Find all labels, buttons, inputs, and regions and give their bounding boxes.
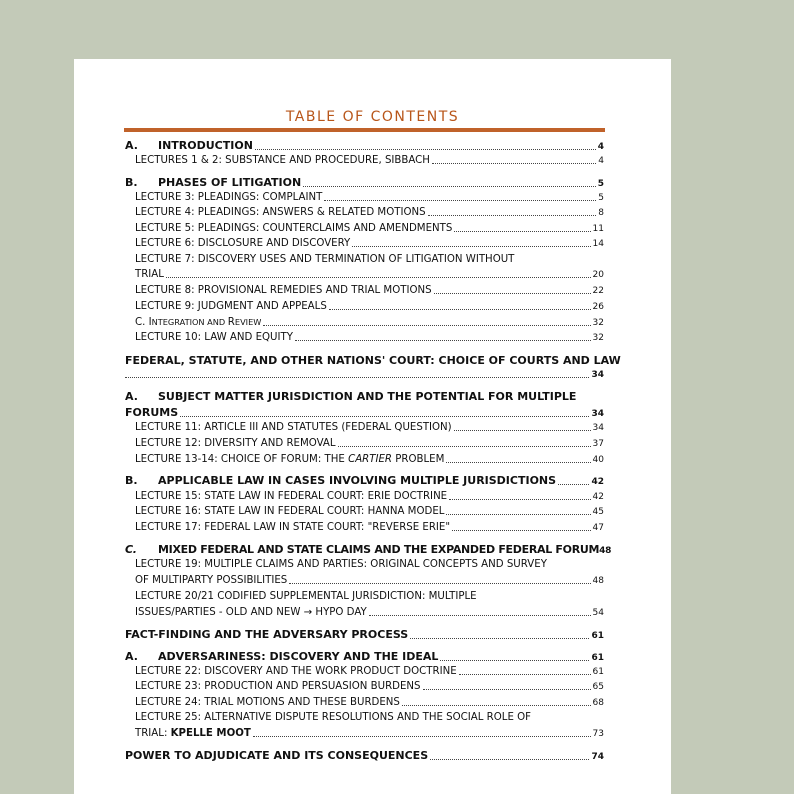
toc-entry-lecture-7-cont[interactable]: TRIAL 20	[135, 269, 604, 280]
toc-part-federal-statute[interactable]: FEDERAL, STATUTE, AND OTHER NATIONS' COURT: CHOICE OF COURTS AND LAW	[125, 354, 621, 367]
toc-entry-lecture-19-cont[interactable]: OF MULTIPARTY POSSIBILITIES 48	[135, 575, 604, 586]
page-number: 47	[592, 523, 604, 533]
page-number: 34	[591, 370, 604, 380]
table-of-contents	[74, 59, 671, 794]
page-number: 32	[592, 318, 604, 328]
page-number: 61	[592, 667, 604, 677]
toc-entry-mixed-federal[interactable]: C. MIXED FEDERAL AND STATE CLAIMS AND THE EXPANDED FEDERAL FORUM 48	[125, 543, 612, 556]
toc-entry-subject-matter-cont[interactable]: FORUMS 34	[125, 406, 604, 419]
toc-part-fact-finding[interactable]: FACT-FINDING AND THE ADVERSARY PROCESS 61	[125, 628, 604, 641]
toc-entry-lecture-24[interactable]: LECTURE 24: TRIAL MOTIONS AND THESE BURDENS 68	[135, 697, 604, 708]
page-number: 14	[592, 239, 604, 249]
page-number: 20	[592, 270, 604, 280]
toc-part-federal-statute-cont[interactable]	[125, 370, 604, 380]
toc-entry-lecture-11[interactable]: LECTURE 11: ARTICLE III AND STATUTES (FEDERAL QUESTION) 34	[135, 422, 604, 433]
toc-part-power-to-adjudicate[interactable]: POWER TO ADJUDICATE AND ITS CONSEQUENCES 74	[125, 749, 604, 762]
toc-entry-lecture-9[interactable]: LECTURE 9: JUDGMENT AND APPEALS 26	[135, 301, 604, 312]
page-number: 8	[598, 208, 604, 218]
toc-entry-lecture-5[interactable]: LECTURE 5: PLEADINGS: COUNTERCLAIMS AND AMENDMENTS 11	[135, 223, 604, 234]
toc-title: TABLE OF CONTENTS	[285, 109, 460, 125]
page-number: 61	[591, 653, 604, 663]
page-number: 74	[591, 752, 604, 762]
page-number: 54	[592, 608, 604, 618]
toc-entry-lecture-12[interactable]: LECTURE 12: DIVERSITY AND REMOVAL 37	[135, 438, 604, 449]
page-number: 42	[591, 477, 604, 487]
page-number: 32	[592, 333, 604, 343]
toc-entry-lecture-22[interactable]: LECTURE 22: DISCOVERY AND THE WORK PRODUCT DOCTRINE 61	[135, 666, 604, 677]
page-number: 4	[597, 142, 604, 152]
toc-entry-lecture-20-21[interactable]: LECTURE 20/21 CODIFIED SUPPLEMENTAL JURISDICTION: MULTIPLE	[135, 591, 477, 602]
toc-entry-applicable-law[interactable]: B. APPLICABLE LAW IN CASES INVOLVING MULTIPLE JURISDICTIONS 42	[125, 474, 604, 487]
toc-entry-lecture-16[interactable]: LECTURE 16: STATE LAW IN FEDERAL COURT: HANNA MODEL 45	[135, 506, 604, 517]
page-number: 4	[598, 156, 604, 166]
page-number: 34	[591, 409, 604, 419]
toc-entry-lecture-4[interactable]: LECTURE 4: PLEADINGS: ANSWERS & RELATED MOTIONS 8	[135, 207, 604, 218]
page-number: 26	[592, 302, 604, 312]
toc-entry-lecture-7[interactable]: LECTURE 7: DISCOVERY USES AND TERMINATION OF LITIGATION WITHOUT	[135, 254, 515, 265]
page-number: 34	[592, 423, 604, 433]
toc-entry-lecture-8[interactable]: LECTURE 8: PROVISIONAL REMEDIES AND TRIAL MOTIONS 22	[135, 285, 604, 296]
toc-entry-lecture-20-21-cont[interactable]: ISSUES/PARTIES - OLD AND NEW → HYPO DAY 54	[135, 607, 604, 618]
page-number: 48	[592, 576, 604, 586]
toc-entry-lecture-15[interactable]: LECTURE 15: STATE LAW IN FEDERAL COURT: ERIE DOCTRINE 42	[135, 491, 604, 502]
toc-entry-lecture-19[interactable]: LECTURE 19: MULTIPLE CLAIMS AND PARTIES: ORIGINAL CONCEPTS AND SURVEY	[135, 559, 547, 570]
toc-entry-lecture-3[interactable]: LECTURE 3: PLEADINGS: COMPLAINT 5	[135, 192, 604, 203]
page-number: 48	[599, 546, 612, 556]
toc-entry-lectures-1-2[interactable]: LECTURES 1 & 2: SUBSTANCE AND PROCEDURE, SIBBACH 4	[135, 155, 604, 166]
page-number: 45	[592, 507, 604, 517]
page-number: 68	[592, 698, 604, 708]
page-number: 5	[598, 193, 604, 203]
toc-entry-lecture-13-14[interactable]: LECTURE 13-14: CHOICE OF FORUM: THE CARTIER PROBLEM 40	[135, 454, 604, 465]
toc-entry-lecture-17[interactable]: LECTURE 17: FEDERAL LAW IN STATE COURT: "REVERSE ERIE" 47	[135, 522, 604, 533]
page-number: 11	[592, 224, 604, 234]
toc-entry-lecture-25[interactable]: LECTURE 25: ALTERNATIVE DISPUTE RESOLUTIONS AND THE SOCIAL ROLE OF	[135, 712, 531, 723]
page-number: 22	[592, 286, 604, 296]
toc-entry-subject-matter[interactable]: A. SUBJECT MATTER JURISDICTION AND THE POTENTIAL FOR MULTIPLE	[125, 390, 577, 403]
page-number: 42	[592, 492, 604, 502]
toc-entry-lecture-25-cont[interactable]: TRIAL: KPELLE MOOT 73	[135, 728, 604, 739]
page-number: 5	[597, 179, 604, 189]
toc-entry-integration-review[interactable]: C. INTEGRATION AND REVIEW 32	[135, 317, 604, 328]
toc-entry-lecture-6[interactable]: LECTURE 6: DISCLOSURE AND DISCOVERY 14	[135, 238, 604, 249]
toc-entry-phases-of-litigation[interactable]: B. PHASES OF LITIGATION 5	[125, 176, 604, 189]
page-number: 73	[592, 729, 604, 739]
toc-entry-lecture-10[interactable]: LECTURE 10: LAW AND EQUITY 32	[135, 332, 604, 343]
toc-entry-introduction[interactable]: A. INTRODUCTION 4	[125, 139, 604, 152]
page-number: 37	[592, 439, 604, 449]
page-number: 65	[592, 682, 604, 692]
toc-entry-lecture-23[interactable]: LECTURE 23: PRODUCTION AND PERSUASION BURDENS 65	[135, 681, 604, 692]
page-number: 61	[591, 631, 604, 641]
page-number: 40	[592, 455, 604, 465]
toc-entry-adversariness[interactable]: A. ADVERSARINESS: DISCOVERY AND THE IDEAL 61	[125, 650, 604, 663]
document-page	[74, 59, 671, 794]
